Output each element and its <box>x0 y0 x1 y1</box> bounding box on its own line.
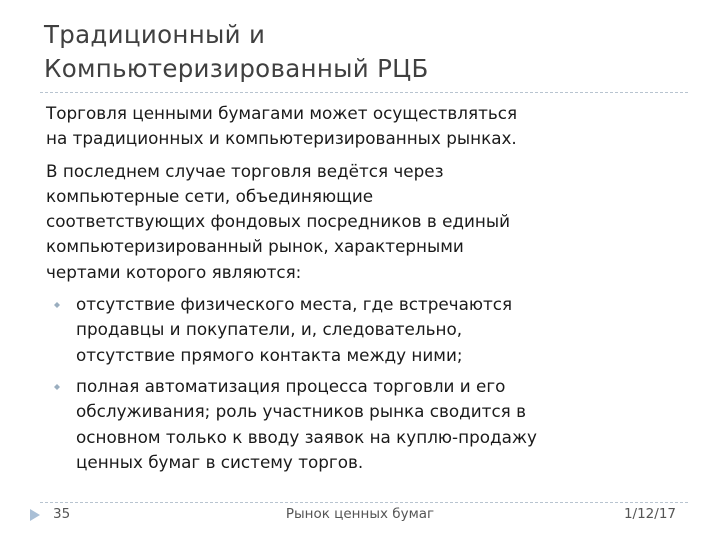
bullet-item <box>46 374 682 475</box>
paragraph <box>46 101 682 152</box>
paragraph-line: на традиционных и компьютеризированных рынках. <box>46 128 517 149</box>
bullet-line: отсутствие физического места, где встречаются <box>76 294 513 315</box>
diamond-bullet-icon <box>54 384 60 390</box>
bullet-line: ценных бумаг в систему торгов. <box>76 451 364 472</box>
bullet-line: полная автоматизация процесса торговли и его <box>76 375 506 396</box>
slide-title <box>44 18 684 86</box>
title-line: Традиционный и <box>44 20 266 49</box>
page-number: 35 <box>53 506 71 522</box>
title-line: Компьютеризированный РЦБ <box>44 54 429 83</box>
bullet-line: основном только к вводу заявок на куплю-продажу <box>76 426 537 447</box>
title-divider <box>40 92 688 93</box>
diamond-bullet-icon <box>54 302 60 308</box>
footer-date: 1/12/17 <box>623 506 676 522</box>
paragraph-line: компьютеризированный рынок, характерными <box>46 236 464 257</box>
paragraph-line: В последнем случае торговля ведётся через <box>46 160 444 181</box>
paragraph-line: компьютерные сети, объединяющие <box>46 185 374 206</box>
bullet-line: обслуживания; роль участников рынка сводится в <box>76 401 527 422</box>
paragraph-line: Торговля ценными бумагами может осуществляться <box>46 103 518 123</box>
bullet-line: отсутствие прямого контакта между ними; <box>76 344 463 365</box>
slide-body <box>46 101 682 481</box>
footer-title: Рынок ценных бумаг <box>285 506 435 522</box>
bullet-item <box>46 292 682 368</box>
bullet-line: продавцы и покупатели, и, следовательно, <box>76 319 463 340</box>
bullet-list <box>46 292 682 475</box>
paragraph-line: чертами которого являются: <box>46 261 302 282</box>
paragraph <box>46 159 682 285</box>
paragraph-line: соответствующих фондовых посредников в единый <box>46 211 511 232</box>
